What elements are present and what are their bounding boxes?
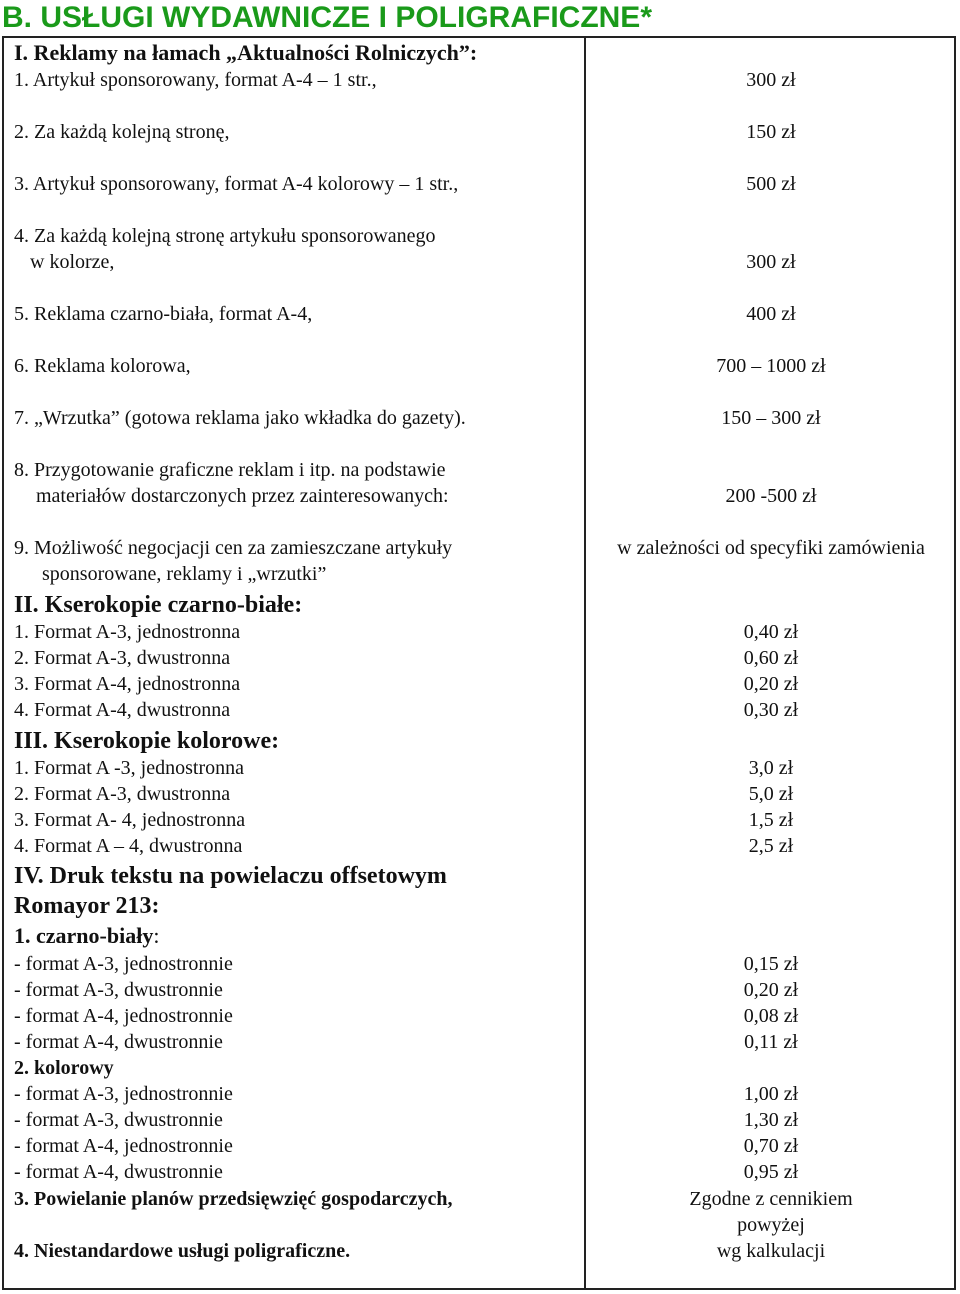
item-price: 5,0 zł bbox=[748, 783, 794, 805]
item-label: 7. „Wrzutka” (gotowa reklama jako wkładka do gazety). bbox=[14, 407, 466, 429]
item-price: 300 zł bbox=[746, 69, 796, 91]
item-3-label: 3. Powielanie planów przedsięwzięć gospodarczych, bbox=[14, 1188, 453, 1210]
item-price: 3,0 zł bbox=[748, 757, 794, 779]
item-label: - format A-3, dwustronnie bbox=[14, 1109, 223, 1131]
item-price: 0,20 zł bbox=[743, 673, 799, 695]
item-label: 2. Format A-3, dwustronna bbox=[14, 783, 231, 805]
item-price: 0,70 zł bbox=[743, 1135, 799, 1157]
item-price: 1,30 zł bbox=[743, 1109, 799, 1131]
item-price: 150 zł bbox=[746, 121, 796, 143]
item-label-continued: materiałów dostarczonych przez zainteresowanych: bbox=[36, 485, 449, 507]
item-label: 1. Format A-3, jednostronna bbox=[14, 621, 241, 643]
section-3-heading: III. Kserokopie kolorowe: bbox=[14, 728, 280, 754]
item-label: 3. Format A-4, jednostronna bbox=[14, 673, 241, 695]
item-price: w zależności od specyfiki zamówienia bbox=[617, 537, 925, 559]
subsection-1-heading bbox=[14, 922, 159, 950]
item-label: 3. Format A- 4, jednostronna bbox=[14, 809, 246, 831]
item-price: 400 zł bbox=[746, 303, 796, 325]
item-price: 300 zł bbox=[746, 251, 796, 273]
section-2-heading: II. Kserokopie czarno-białe: bbox=[14, 592, 303, 618]
item-label: 8. Przygotowanie graficzne reklam i itp. na podstawie bbox=[14, 459, 446, 481]
item-label: 2. Za każdą kolejną stronę, bbox=[14, 121, 230, 143]
item-price: 0,40 zł bbox=[743, 621, 799, 643]
item-price: 0,11 zł bbox=[744, 1031, 798, 1053]
item-label: 6. Reklama kolorowa, bbox=[14, 355, 191, 377]
item-price: 1,5 zł bbox=[748, 809, 794, 831]
item-price: 0,60 zł bbox=[743, 647, 799, 669]
item-label: - format A-3, jednostronnie bbox=[14, 1083, 233, 1105]
item-price: 150 – 300 zł bbox=[721, 407, 821, 429]
section-1-heading: I. Reklamy na łamach „Aktualności Rolniczych”: bbox=[14, 40, 478, 65]
note-line: powyżej bbox=[737, 1214, 805, 1236]
item-label: 1. Format A -3, jednostronna bbox=[14, 757, 244, 779]
section-4-heading-continued: Romayor 213: bbox=[14, 893, 160, 919]
item-label: - format A-4, jednostronnie bbox=[14, 1005, 233, 1027]
item-price: 1,00 zł bbox=[743, 1083, 799, 1105]
item-label: 4. Za każdą kolejną stronę artykułu sponsorowanego bbox=[14, 225, 436, 247]
item-label: 3. Artykuł sponsorowany, format A-4 kolorowy – 1 str., bbox=[14, 173, 459, 195]
note-line: Zgodne z cennikiem bbox=[689, 1188, 853, 1210]
item-label: 5. Reklama czarno-biała, format A-4, bbox=[14, 303, 313, 325]
item-label: 2. Format A-3, dwustronna bbox=[14, 647, 231, 669]
item-label: - format A-3, jednostronnie bbox=[14, 953, 233, 975]
item-price: 0,20 zł bbox=[743, 979, 799, 1001]
item-label: 4. Format A – 4, dwustronna bbox=[14, 835, 243, 857]
item-price: 0,95 zł bbox=[743, 1161, 799, 1183]
item-4-label: 4. Niestandardowe usługi poligraficzne. bbox=[14, 1240, 351, 1262]
item-label: 1. Artykuł sponsorowany, format A-4 – 1 str., bbox=[14, 69, 377, 91]
item-price: 500 zł bbox=[746, 173, 796, 195]
item-label: - format A-3, dwustronnie bbox=[14, 979, 223, 1001]
item-label: - format A-4, jednostronnie bbox=[14, 1135, 233, 1157]
item-price: 2,5 zł bbox=[748, 835, 794, 857]
item-label: 9. Możliwość negocjacji cen za zamieszczane artykuły bbox=[14, 537, 453, 559]
section-4-heading: IV. Druk tekstu na powielaczu offsetowym bbox=[14, 863, 447, 889]
item-label-continued: w kolorze, bbox=[30, 251, 115, 273]
item-label: - format A-4, dwustronnie bbox=[14, 1031, 223, 1053]
item-price: 200 -500 zł bbox=[725, 485, 817, 507]
item-price: 0,08 zł bbox=[743, 1005, 799, 1027]
note-line: wg kalkulacji bbox=[716, 1240, 826, 1262]
subsection-2-heading: 2. kolorowy bbox=[14, 1057, 114, 1079]
item-price: 700 – 1000 zł bbox=[716, 355, 826, 377]
item-price: 0,30 zł bbox=[743, 699, 799, 721]
item-label: - format A-4, dwustronnie bbox=[14, 1161, 223, 1183]
page-title: B. USŁUGI WYDAWNICZE I POLIGRAFICZNE* bbox=[2, 1, 652, 34]
subsection-1-label: 1. czarno-biały bbox=[14, 923, 154, 948]
item-label: 4. Format A-4, dwustronna bbox=[14, 699, 231, 721]
subsection-1-suffix: : bbox=[153, 923, 160, 948]
item-price: 0,15 zł bbox=[743, 953, 799, 975]
item-label-continued: sponsorowane, reklamy i „wrzutki” bbox=[42, 563, 327, 585]
